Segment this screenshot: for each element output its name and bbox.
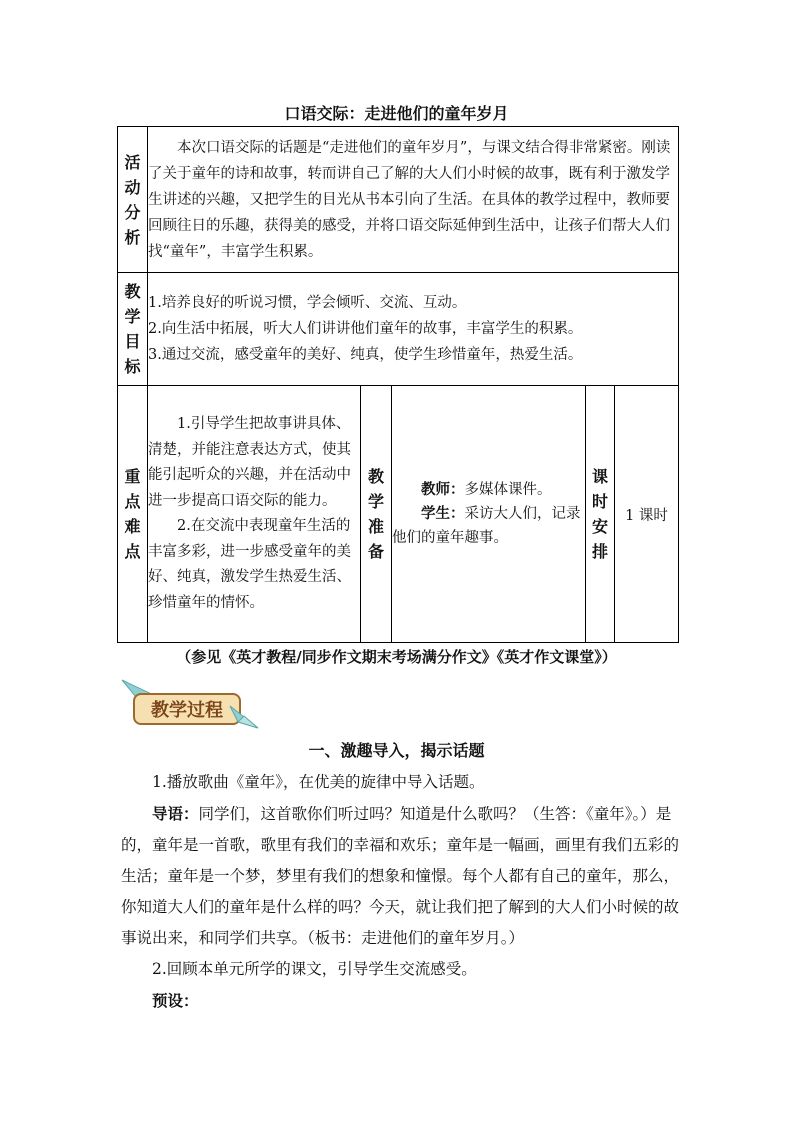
prep-text <box>392 386 586 643</box>
goals-label: 教 学 目 标 <box>118 273 148 386</box>
body-paragraph: 预设： <box>152 991 199 1010</box>
section-title: 一、激趣导入，揭示话题 <box>308 741 485 760</box>
body-paragraph: 1.播放歌曲《童年》，在优美的旋律中导入话题。 <box>152 773 485 791</box>
body-paragraph: 导语：同学们，这首歌你们听过吗？知道是什么歌吗？（生答：《童年》。）是的，童年是一首歌，歌里有我们的幸福和欢乐；童年是一幅画，画里有我们五彩的生活；童年是一个梦，梦里有我们的想象和憧憬。每个人都有自己的童年，那么，你知道大人们的童年是什么样的吗？今天，就让我们把了解到的大人们小时候的故事说出来，和同学们共享。（板书：走进他们的童年岁月。） <box>121 804 680 947</box>
prep-student: 学生：采访大人们，记录他们的童年趣事。 <box>392 505 581 546</box>
reference-note: （参见《英才教程/同步作文期末考场满分作文》《英才作文课堂》） <box>176 648 617 666</box>
activity-label: 活 动 分 析 <box>118 127 148 273</box>
badge-text: 教学过程 <box>151 700 223 721</box>
goals-list <box>148 273 679 386</box>
key-difficult-text <box>148 386 361 643</box>
activity-text: 本次口语交际的话题是“走进他们的童年岁月”，与课文结合得非常紧密。刚读了关于童年的诗和故事，转而讲自己了解的大人们小时候的故事，既有利于激发学生讲述的兴趣，又把学生的目光从书本引向了生活。在具体的教学过程中，教师要回顾往日的乐趣，获得美的感受，并将口语交际延伸到生活中，让孩子们帮大人们找“童年”，丰富学生积累。 <box>148 127 679 273</box>
goal-item: 2.向生活中拓展，听大人们讲讲他们童年的故事，丰富学生的积累。 <box>148 321 583 337</box>
body-text <box>121 767 681 1017</box>
prep-label: 教 学 准 备 <box>361 386 392 643</box>
goal-item: 1.培养良好的听说习惯，学会倾听、交流、互动。 <box>148 295 467 311</box>
key-difficult-label: 重 点 难 点 <box>118 386 148 643</box>
goal-item: 3.通过交流，感受童年的美好、纯真，使学生珍惜童年，热爱生活。 <box>148 347 583 363</box>
schedule-label: 课 时 安 排 <box>586 386 615 643</box>
lesson-plan-table <box>117 126 679 643</box>
body-paragraph: 2.回顾本单元所学的课文，引导学生交流感受。 <box>152 960 477 978</box>
schedule-value: 1 课时 <box>615 386 679 643</box>
row-activity <box>118 127 679 273</box>
key-item: 2.在交流中表现童年生活的丰富多彩，进一步感受童年的美好、纯真，激发学生热爱生活、珍惜童年的情怀。 <box>148 518 351 611</box>
prep-teacher: 教师：多媒体课件。 <box>421 481 552 498</box>
key-item: 1.引导学生把故事讲具体、清楚，并能注意表达方式，使其能引起听众的兴趣，并在活动中进一步提高口语交际的能力。 <box>148 416 351 509</box>
page-title: 口语交际：走进他们的童年岁月 <box>284 104 509 123</box>
row-goals <box>118 273 679 386</box>
row-key-prep <box>118 386 679 643</box>
teaching-process-badge <box>120 676 260 732</box>
